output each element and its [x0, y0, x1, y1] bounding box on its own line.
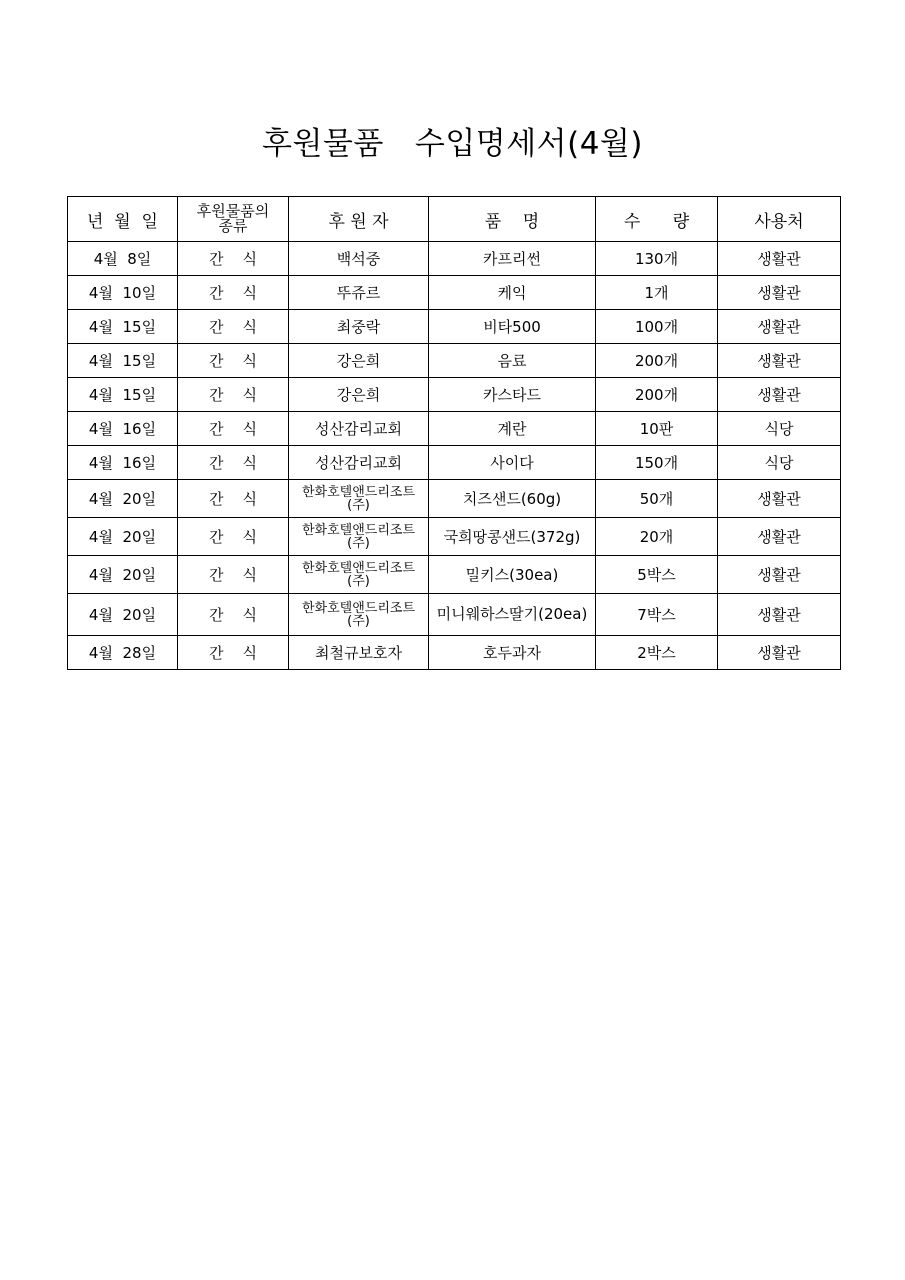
cell-type: 간 식 [178, 378, 289, 412]
cell-donor: 뚜쥬르 [289, 276, 429, 310]
table-row [68, 446, 841, 480]
cell-qty: 100개 [596, 310, 718, 344]
cell-place: 생활관 [718, 344, 841, 378]
table-row [68, 594, 841, 636]
cell-place: 식당 [718, 412, 841, 446]
cell-date: 4월 28일 [68, 636, 178, 670]
cell-donor: 강은희 [289, 344, 429, 378]
cell-type: 간 식 [178, 446, 289, 480]
cell-place: 식당 [718, 446, 841, 480]
table-row [68, 480, 841, 518]
header-type [178, 197, 289, 242]
cell-date: 4월 10일 [68, 276, 178, 310]
cell-item: 밀키스(30ea) [429, 556, 596, 594]
cell-donor: 최중락 [289, 310, 429, 344]
table-row [68, 344, 841, 378]
header-qty: 수 량 [596, 197, 718, 242]
cell-item: 사이다 [429, 446, 596, 480]
table-row [68, 242, 841, 276]
cell-type: 간 식 [178, 344, 289, 378]
cell-donor: 백석중 [289, 242, 429, 276]
cell-qty: 200개 [596, 344, 718, 378]
header-donor: 후 원 자 [289, 197, 429, 242]
cell-qty: 20개 [596, 518, 718, 556]
cell-item: 국희땅콩샌드(372g) [429, 518, 596, 556]
cell-donor: 한화호텔앤드리조트 (주) [289, 480, 429, 518]
cell-date: 4월 15일 [68, 378, 178, 412]
cell-place: 생활관 [718, 276, 841, 310]
cell-type: 간 식 [178, 518, 289, 556]
cell-type: 간 식 [178, 480, 289, 518]
cell-date: 4월 16일 [68, 446, 178, 480]
cell-item: 계란 [429, 412, 596, 446]
cell-item: 카스타드 [429, 378, 596, 412]
cell-item: 호두과자 [429, 636, 596, 670]
cell-item: 음료 [429, 344, 596, 378]
header-item: 품 명 [429, 197, 596, 242]
table-row [68, 310, 841, 344]
table-row [68, 556, 841, 594]
table-row [68, 636, 841, 670]
cell-donor: 한화호텔앤드리조트 (주) [289, 518, 429, 556]
table-row [68, 276, 841, 310]
cell-item: 비타500 [429, 310, 596, 344]
cell-type: 간 식 [178, 242, 289, 276]
cell-qty: 50개 [596, 480, 718, 518]
cell-date: 4월 20일 [68, 556, 178, 594]
cell-type: 간 식 [178, 636, 289, 670]
cell-place: 생활관 [718, 518, 841, 556]
cell-donor: 최철규보호자 [289, 636, 429, 670]
cell-date: 4월 20일 [68, 518, 178, 556]
header-place: 사용처 [718, 197, 841, 242]
cell-donor: 성산감리교회 [289, 446, 429, 480]
cell-item: 치즈샌드(60g) [429, 480, 596, 518]
table-body [68, 242, 841, 670]
cell-donor: 성산감리교회 [289, 412, 429, 446]
donation-table [67, 196, 841, 670]
cell-date: 4월 20일 [68, 594, 178, 636]
cell-donor: 한화호텔앤드리조트 (주) [289, 556, 429, 594]
cell-donor: 한화호텔앤드리조트 (주) [289, 594, 429, 636]
cell-place: 생활관 [718, 480, 841, 518]
cell-qty: 130개 [596, 242, 718, 276]
cell-item: 카프리썬 [429, 242, 596, 276]
cell-date: 4월 15일 [68, 310, 178, 344]
cell-type: 간 식 [178, 594, 289, 636]
cell-type: 간 식 [178, 412, 289, 446]
cell-item: 미니웨하스딸기(20ea) [429, 594, 596, 636]
cell-type: 간 식 [178, 556, 289, 594]
table-row [68, 412, 841, 446]
cell-place: 생활관 [718, 556, 841, 594]
cell-place: 생활관 [718, 242, 841, 276]
cell-place: 생활관 [718, 378, 841, 412]
header-row [68, 197, 841, 242]
cell-date: 4월 20일 [68, 480, 178, 518]
table-row [68, 518, 841, 556]
cell-date: 4월 16일 [68, 412, 178, 446]
cell-qty: 200개 [596, 378, 718, 412]
table-row [68, 378, 841, 412]
header-type-line1: 후원물품의 종류 [196, 202, 270, 235]
cell-type: 간 식 [178, 276, 289, 310]
cell-place: 생활관 [718, 636, 841, 670]
cell-qty: 1개 [596, 276, 718, 310]
cell-date: 4월 8일 [68, 242, 178, 276]
cell-place: 생활관 [718, 310, 841, 344]
cell-date: 4월 15일 [68, 344, 178, 378]
header-date: 년 월 일 [68, 197, 178, 242]
cell-qty: 5박스 [596, 556, 718, 594]
cell-place: 생활관 [718, 594, 841, 636]
document-title: 후원물품 수입명세서(4월) [262, 126, 643, 162]
cell-item: 케익 [429, 276, 596, 310]
cell-qty: 10판 [596, 412, 718, 446]
cell-qty: 2박스 [596, 636, 718, 670]
cell-type: 간 식 [178, 310, 289, 344]
cell-donor: 강은희 [289, 378, 429, 412]
cell-qty: 150개 [596, 446, 718, 480]
cell-qty: 7박스 [596, 594, 718, 636]
